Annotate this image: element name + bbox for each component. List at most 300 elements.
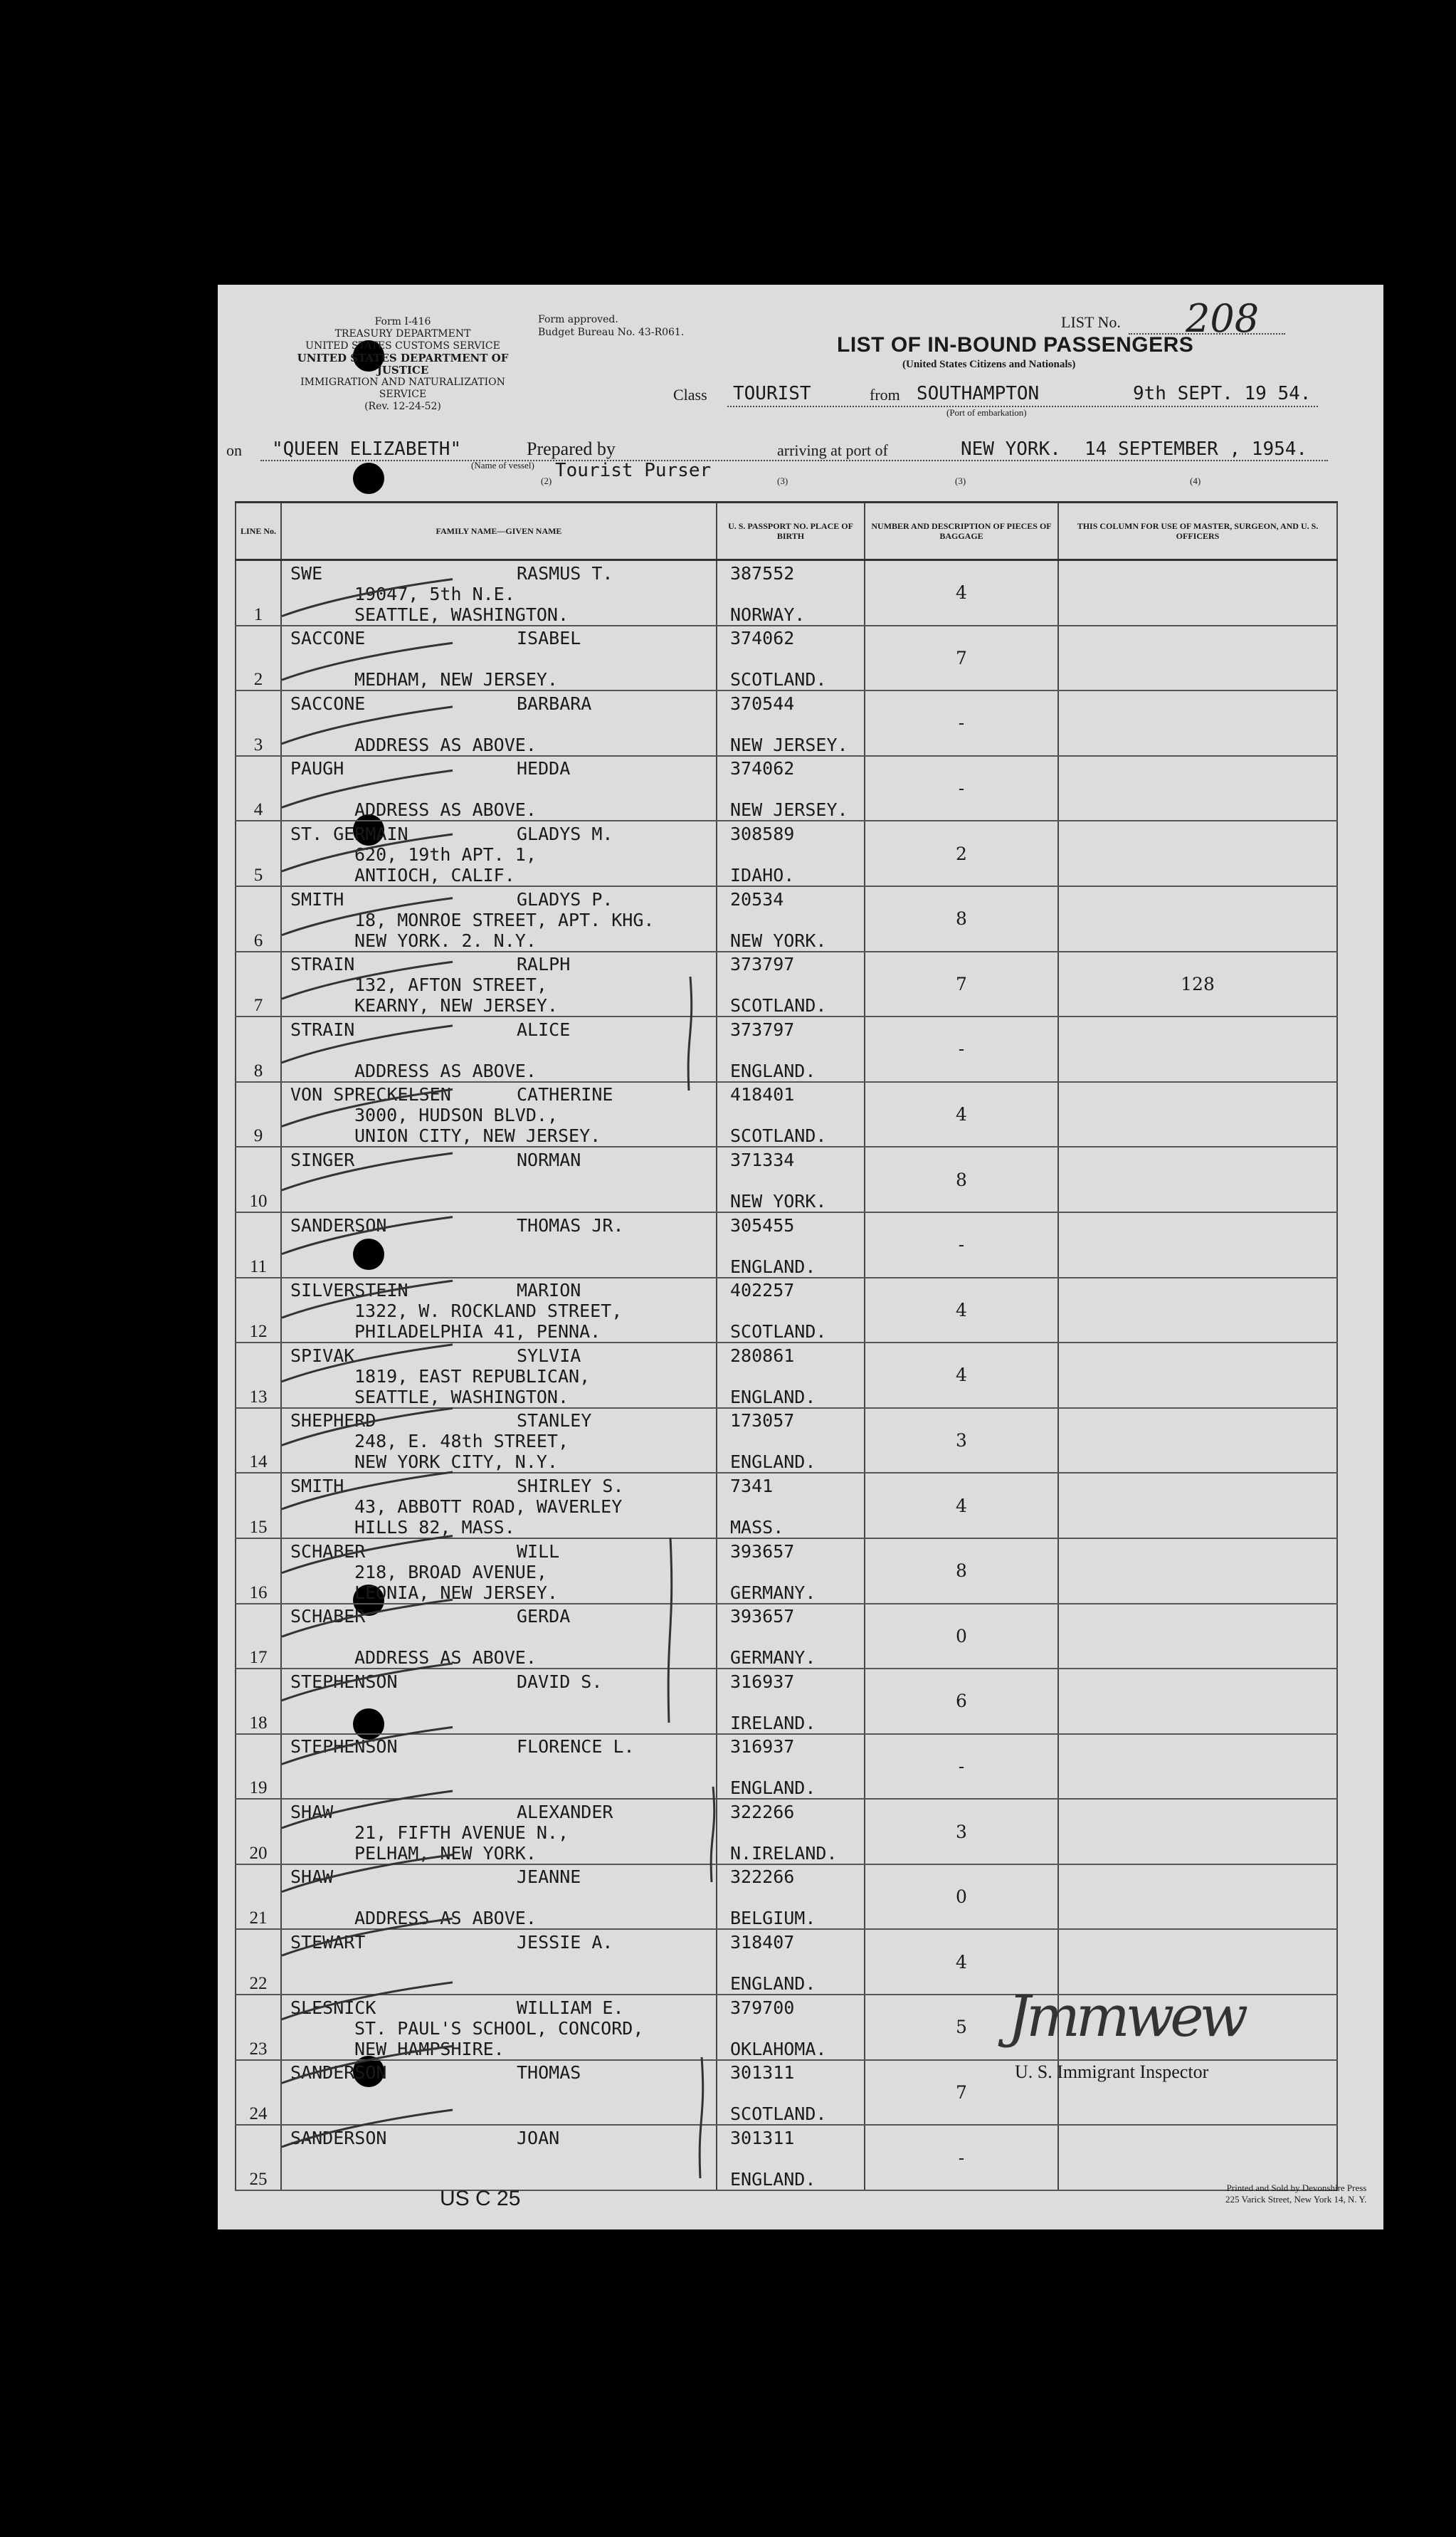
name-line: [290, 1019, 716, 1040]
address-line: ST. PAUL'S SCHOOL, CONCORD,: [354, 2017, 644, 2039]
place-of-birth: NEW JERSEY.: [730, 734, 848, 755]
header-baggage: NUMBER AND DESCRIPTION OF PIECES OF BAGGAGE: [865, 503, 1058, 560]
name-line: [290, 1150, 716, 1170]
family-name: SHAW: [290, 1801, 334, 1822]
line-number: 5: [236, 821, 281, 886]
name-line: [290, 1215, 716, 1236]
passenger-name-address: [281, 1734, 717, 1800]
line-number: 15: [236, 1473, 281, 1538]
passport-number: 301311: [730, 2062, 795, 2084]
family-name: SCHABER: [290, 1606, 366, 1627]
passport-number: 20534: [730, 888, 784, 910]
baggage-count: 4: [865, 1278, 1058, 1343]
table-row: [236, 560, 1337, 626]
family-name: PAUGH: [290, 758, 344, 779]
spacer: [730, 1627, 864, 1647]
passport-birthplace: [717, 1343, 865, 1408]
address-line: NEW YORK. 2. N.Y.: [354, 930, 537, 951]
passport-number: 316937: [730, 1736, 795, 1758]
name-line: [290, 1345, 716, 1366]
passport-number: 280861: [730, 1345, 795, 1366]
table-row: [236, 1799, 1337, 1864]
approved-label: Form approved.: [538, 314, 618, 325]
list-number: 208: [1186, 296, 1260, 341]
address-line: [290, 1627, 716, 1647]
address-line: [290, 2148, 716, 2169]
spacer: [730, 714, 864, 735]
line-number: 7: [236, 952, 281, 1017]
passport-number: 7341: [730, 1475, 774, 1496]
passport-birthplace: [717, 1147, 865, 1212]
family-name: SACCONE: [290, 628, 366, 649]
spacer: [730, 1170, 864, 1191]
passport-number: 418401: [730, 1084, 795, 1105]
revision-label: (Rev. 12-24-52): [364, 401, 441, 412]
printer-line-1: Printed and Sold by Devonshire Press: [1226, 2183, 1367, 2193]
table-row: [236, 1017, 1337, 1082]
passport-birthplace: [717, 952, 865, 1017]
class-value: TOURIST: [733, 383, 811, 404]
passenger-name-address: [281, 1212, 717, 1278]
place-of-birth: ENGLAND.: [730, 1451, 816, 1473]
address-line: 218, BROAD AVENUE,: [354, 1561, 547, 1582]
family-name: SLESNICK: [290, 1997, 376, 2018]
spacer: [730, 1105, 864, 1125]
line-number: 8: [236, 1017, 281, 1082]
name-line: [290, 2062, 716, 2083]
spacer: [730, 1757, 864, 1777]
passport-number: 322266: [730, 1866, 795, 1888]
spacer: [730, 1040, 864, 1061]
on-label: on: [226, 441, 242, 459]
family-name: STRAIN: [290, 1019, 355, 1040]
passenger-name-address: [281, 626, 717, 691]
header-col-4: (3): [955, 476, 966, 486]
passport-number: 173057: [730, 1410, 795, 1432]
address-line: 248, E. 48th STREET,: [354, 1431, 569, 1452]
passport-birthplace: [717, 1864, 865, 1930]
officer-note: 128: [1058, 952, 1337, 1017]
passenger-name-address: [281, 1147, 717, 1212]
address-line: [290, 2083, 716, 2103]
passenger-name-address: [281, 886, 717, 952]
prepared-by-label: Prepared by: [527, 438, 616, 459]
baggage-count: 7: [865, 2060, 1058, 2126]
officer-note: [1058, 1212, 1337, 1278]
passport-birthplace: [717, 1082, 865, 1147]
given-name: SYLVIA: [517, 1345, 581, 1366]
passport-birthplace: [717, 1995, 865, 2060]
line-number: 13: [236, 1343, 281, 1408]
place-of-birth: SCOTLAND.: [730, 2103, 827, 2125]
baggage-count: 0: [865, 1604, 1058, 1669]
passenger-name-address: [281, 1604, 717, 1669]
baggage-count: 2: [865, 821, 1058, 886]
address-line: KEARNY, NEW JERSEY.: [354, 995, 558, 1017]
passenger-name-address: [281, 560, 717, 626]
family-name: SWE: [290, 562, 323, 584]
passenger-name-address: [281, 1538, 717, 1604]
page-title: LIST OF IN-BOUND PASSENGERS: [837, 333, 1194, 357]
officer-note: [1058, 1799, 1337, 1864]
baggage-count: 8: [865, 886, 1058, 952]
table-header-row: [236, 503, 1337, 560]
address-line: [290, 648, 716, 669]
line-number: 19: [236, 1734, 281, 1800]
header-line-no: LINE No.: [236, 503, 281, 560]
officer-note: [1058, 1604, 1337, 1669]
given-name: RALPH: [517, 954, 571, 975]
baggage-count: 4: [865, 1343, 1058, 1408]
given-name: BARBARA: [517, 693, 592, 714]
printer-credit: [1225, 2183, 1366, 2205]
officer-note: [1058, 1473, 1337, 1538]
table-row: [236, 690, 1337, 756]
place-of-birth: ENGLAND.: [730, 1386, 816, 1407]
place-of-birth: ENGLAND.: [730, 1777, 816, 1799]
family-name: ST. GERMAIN: [290, 823, 408, 844]
table-row: [236, 1669, 1337, 1734]
family-name: SANDERSON: [290, 1214, 387, 1236]
name-line: [290, 1606, 716, 1627]
baggage-count: -: [865, 756, 1058, 821]
passport-number: 316937: [730, 1671, 795, 1692]
departure-date: 9th SEPT. 19 54.: [1133, 383, 1312, 404]
baggage-count: 5: [865, 1995, 1058, 2060]
passport-birthplace: [717, 560, 865, 626]
line-number: 24: [236, 2060, 281, 2126]
class-label: Class: [673, 386, 707, 404]
given-name: STANLEY: [517, 1410, 592, 1432]
passport-birthplace: [717, 2060, 865, 2126]
given-name: SHIRLEY S.: [517, 1475, 624, 1496]
address-line: [290, 1692, 716, 1713]
spacer: [730, 1692, 864, 1713]
place-of-birth: NEW YORK.: [730, 930, 827, 951]
baggage-count: 6: [865, 1669, 1058, 1734]
family-name: SMITH: [290, 888, 344, 910]
passport-birthplace: [717, 1799, 865, 1864]
family-name: SILVERSTEIN: [290, 1280, 408, 1301]
passenger-name-address: [281, 952, 717, 1017]
baggage-count: 4: [865, 1929, 1058, 1995]
officer-note: [1058, 626, 1337, 691]
officer-note: [1058, 2125, 1337, 2190]
given-name: MARION: [517, 1280, 581, 1301]
line-number: 4: [236, 756, 281, 821]
passport-birthplace: [717, 1669, 865, 1734]
baggage-count: 8: [865, 1538, 1058, 1604]
given-name: RASMUS T.: [517, 562, 613, 584]
address-line: [290, 1973, 716, 1994]
place-of-birth: ENGLAND.: [730, 2168, 816, 2190]
place-of-birth: MASS.: [730, 1516, 784, 1538]
family-name: STEPHENSON: [290, 1736, 398, 1758]
spacer: [730, 1236, 864, 1256]
officer-note: [1058, 1147, 1337, 1212]
passport-birthplace: [717, 1473, 865, 1538]
name-line: [290, 1476, 716, 1496]
vessel-name: "QUEEN ELIZABETH": [272, 438, 462, 460]
name-line: [290, 889, 716, 910]
address-line: [290, 1191, 716, 1212]
line-number: 17: [236, 1604, 281, 1669]
passport-number: 393657: [730, 1606, 795, 1627]
line-number: 25: [236, 2125, 281, 2190]
baggage-count: 4: [865, 560, 1058, 626]
family-name: STEPHENSON: [290, 1671, 398, 1692]
name-line: [290, 2128, 716, 2148]
passport-number: 374062: [730, 628, 795, 649]
given-name: CATHERINE: [517, 1084, 613, 1105]
officer-note: [1058, 821, 1337, 886]
officer-note: [1058, 886, 1337, 952]
header-name: FAMILY NAME—GIVEN NAME: [281, 503, 717, 560]
spacer: [730, 844, 864, 865]
name-line: [290, 954, 716, 975]
passport-number: 322266: [730, 1801, 795, 1822]
table-row: [236, 626, 1337, 691]
line-number: 6: [236, 886, 281, 952]
table-row: [236, 1604, 1337, 1669]
family-name: SACCONE: [290, 693, 366, 714]
family-name: SPIVAK: [290, 1345, 355, 1366]
given-name: WILLIAM E.: [517, 1997, 624, 2018]
spacer: [730, 910, 864, 930]
inspector-signature: Jmmwew: [1008, 1983, 1245, 2049]
officer-note: [1058, 1669, 1337, 1734]
address-line: 3000, HUDSON BLVD.,: [354, 1105, 558, 1126]
line-number: 23: [236, 1995, 281, 2060]
spacer: [730, 1431, 864, 1451]
name-line: [290, 1541, 716, 1562]
passport-number: 371334: [730, 1149, 795, 1170]
place-of-birth: IRELAND.: [730, 1712, 816, 1733]
family-name: STRAIN: [290, 954, 355, 975]
spacer: [730, 2083, 864, 2103]
family-name: SANDERSON: [290, 2127, 387, 2148]
printer-line-2: 225 Varick Street, New York 14, N. Y.: [1225, 2194, 1367, 2205]
passenger-name-address: [281, 1017, 717, 1082]
passport-birthplace: [717, 1212, 865, 1278]
table-row: [236, 1408, 1337, 1474]
passenger-name-address: [281, 1343, 717, 1408]
given-name: FLORENCE L.: [517, 1736, 635, 1758]
vessel-rule: [260, 460, 1328, 461]
officer-note: [1058, 1538, 1337, 1604]
place-of-birth: NEW JERSEY.: [730, 799, 848, 821]
embarkation-note: (Port of embarkation): [946, 407, 1027, 418]
address-line: NEW HAMPSHIRE.: [354, 2038, 505, 2059]
given-name: NORMAN: [517, 1149, 581, 1170]
baggage-count: -: [865, 690, 1058, 756]
passport-number: 308589: [730, 823, 795, 844]
address-line: ADDRESS AS ABOVE.: [354, 799, 537, 821]
baggage-count: 3: [865, 1408, 1058, 1474]
passenger-table: [235, 501, 1338, 2191]
place-of-birth: N.IRELAND.: [730, 1842, 838, 1864]
address-line: ADDRESS AS ABOVE.: [354, 734, 537, 755]
passport-birthplace: [717, 1017, 865, 1082]
justice-label: UNITED STATES DEPARTMENT OF JUSTICE: [297, 352, 509, 377]
table-row: [236, 1212, 1337, 1278]
officer-note: [1058, 1017, 1337, 1082]
passport-birthplace: [717, 1538, 865, 1604]
given-name: HEDDA: [517, 758, 571, 779]
address-line: PHILADELPHIA 41, PENNA.: [354, 1321, 601, 1343]
passport-number: 370544: [730, 693, 795, 714]
table-row: [236, 756, 1337, 821]
passenger-name-address: [281, 756, 717, 821]
passport-birthplace: [717, 886, 865, 952]
spacer: [730, 1953, 864, 1973]
name-line: [290, 1410, 716, 1431]
spacer: [730, 975, 864, 995]
line-number: 20: [236, 1799, 281, 1864]
baggage-count: 4: [865, 1082, 1058, 1147]
address-line: 21, FIFTH AVENUE N.,: [354, 1822, 569, 1843]
header-passport: U. S. PASSPORT NO. PLACE OF BIRTH: [717, 503, 865, 560]
baggage-count: 4: [865, 1473, 1058, 1538]
address-line: 132, AFTON STREET,: [354, 975, 547, 996]
form-approval: [538, 313, 684, 339]
passenger-name-address: [281, 1995, 717, 2060]
officer-note: [1058, 1082, 1337, 1147]
place-of-birth: SCOTLAND.: [730, 1125, 827, 1147]
given-name: ISABEL: [517, 628, 581, 649]
passport-number: 373797: [730, 1019, 795, 1040]
address-line: 18, MONROE STREET, APT. KHG.: [354, 909, 655, 930]
table-row: [236, 2125, 1337, 2190]
line-number: 1: [236, 560, 281, 626]
family-name: SMITH: [290, 1475, 344, 1496]
address-line: [290, 1777, 716, 1798]
passport-birthplace: [717, 1604, 865, 1669]
passenger-rows: [236, 560, 1337, 2190]
passport-number: 387552: [730, 562, 795, 584]
passenger-name-address: [281, 1669, 717, 1734]
family-name: SCHABER: [290, 1540, 366, 1562]
address-line: ADDRESS AS ABOVE.: [354, 1908, 537, 1929]
address-line: SEATTLE, WASHINGTON.: [354, 604, 569, 625]
line-number: 14: [236, 1408, 281, 1474]
table-row: [236, 1278, 1337, 1343]
family-name: SANDERSON: [290, 2062, 387, 2084]
address-line: ADDRESS AS ABOVE.: [354, 1647, 537, 1669]
spacer: [730, 1366, 864, 1387]
passenger-name-address: [281, 2060, 717, 2126]
passport-birthplace: [717, 1734, 865, 1800]
name-line: [290, 1736, 716, 1757]
preparer: Tourist Purser: [555, 460, 712, 481]
line-number: 3: [236, 690, 281, 756]
customs-label: UNITED STATES CUSTOMS SERVICE: [305, 340, 500, 352]
officer-note: [1058, 690, 1337, 756]
name-line: [290, 1084, 716, 1105]
place-of-birth: SCOTLAND.: [730, 1321, 827, 1343]
line-number: 18: [236, 1669, 281, 1734]
address-line: [290, 1887, 716, 1908]
table-row: [236, 821, 1337, 886]
name-line: [290, 824, 716, 844]
punch-hole: [353, 463, 384, 494]
name-line: [290, 1866, 716, 1887]
baggage-count: -: [865, 1212, 1058, 1278]
passport-number: 318407: [730, 1932, 795, 1953]
header-col-5: (4): [1190, 476, 1201, 486]
class-rule: [727, 406, 1318, 407]
line-number: 21: [236, 1864, 281, 1930]
table-row: [236, 952, 1337, 1017]
table-row: [236, 1147, 1337, 1212]
from-label: from: [870, 386, 900, 404]
line-number: 9: [236, 1082, 281, 1147]
officer-note: [1058, 560, 1337, 626]
address-line: SEATTLE, WASHINGTON.: [354, 1386, 569, 1407]
line-number: 12: [236, 1278, 281, 1343]
passport-birthplace: [717, 1278, 865, 1343]
baggage-count: 7: [865, 626, 1058, 691]
line-number: 22: [236, 1929, 281, 1995]
passport-number: 305455: [730, 1214, 795, 1236]
address-line: ANTIOCH, CALIF.: [354, 864, 515, 886]
manifest-sheet: [218, 285, 1383, 2229]
baggage-count: 8: [865, 1147, 1058, 1212]
line-number: 16: [236, 1538, 281, 1604]
name-line: [290, 693, 716, 714]
header-col-2: (2): [541, 476, 552, 486]
header-col-3: (3): [777, 476, 788, 486]
spacer: [730, 1562, 864, 1582]
address-line: [290, 779, 716, 799]
place-of-birth: SCOTLAND.: [730, 995, 827, 1017]
given-name: ALICE: [517, 1019, 571, 1040]
spacer: [730, 1496, 864, 1517]
name-line: [290, 1280, 716, 1301]
passport-birthplace: [717, 821, 865, 886]
place-of-birth: IDAHO.: [730, 864, 795, 886]
given-name: ALEXANDER: [517, 1801, 613, 1822]
officer-note: [1058, 1864, 1337, 1930]
passenger-name-address: [281, 690, 717, 756]
officer-note: [1058, 1408, 1337, 1474]
treasury-label: TREASURY DEPARTMENT: [334, 328, 471, 340]
name-line: [290, 1932, 716, 1953]
place-of-birth: GERMANY.: [730, 1647, 816, 1669]
address-line: [290, 714, 716, 735]
name-line: [290, 758, 716, 779]
officer-note: [1058, 1278, 1337, 1343]
passport-number: 402257: [730, 1280, 795, 1301]
officer-note: [1058, 1343, 1337, 1408]
passenger-name-address: [281, 2125, 717, 2190]
header-officers: THIS COLUMN FOR USE OF MASTER, SURGEON, AND U. S. OFFICERS: [1058, 503, 1337, 560]
passport-number: 393657: [730, 1540, 795, 1562]
passport-birthplace: [717, 626, 865, 691]
place-of-birth: BELGIUM.: [730, 1908, 816, 1929]
passenger-name-address: [281, 1082, 717, 1147]
name-line: [290, 1997, 716, 2018]
table-row: [236, 1864, 1337, 1930]
name-line: [290, 563, 716, 584]
given-name: GLADYS P.: [517, 888, 613, 910]
passenger-name-address: [281, 1799, 717, 1864]
arriving-label: arriving at port of: [777, 441, 888, 459]
address-line: 620, 19th APT. 1,: [354, 844, 537, 865]
family-name: SINGER: [290, 1149, 355, 1170]
passenger-name-address: [281, 821, 717, 886]
list-number-label: LIST No.: [1061, 313, 1121, 331]
